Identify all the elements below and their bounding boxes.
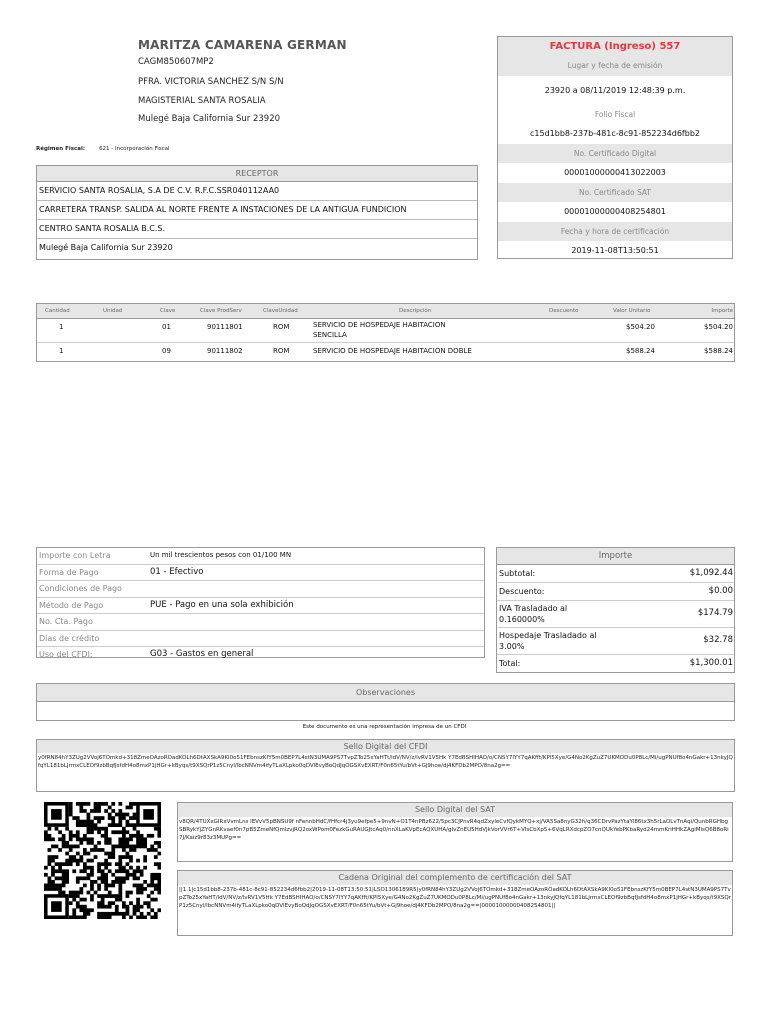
sello-sat-header: Sello Digital del SAT — [178, 803, 732, 817]
row2-descripcion-1: SERVICIO DE HOSPEDAJE HABITACION DOBLE — [313, 347, 472, 355]
forma-pago-value: 01 - Efectivo — [150, 566, 204, 577]
row2-prodserv: 90111802 — [207, 347, 243, 355]
row2-clave: 09 — [162, 347, 171, 355]
forma-pago-label: Forma de Pago — [39, 567, 99, 577]
importe-letra-value: Un mil trescientos pesos con 01/100 MN — [150, 551, 292, 559]
row2-clave-unidad: ROM — [273, 347, 290, 355]
iva-label-2: 0.160000% — [499, 615, 545, 624]
sello-sat-text: v8QR/4TUXxGIRxVvmLns lEVvV5pBNSU9f nFennbHdC/fHfcr4j3yu9efpe5+9nvN+O1T4nPBz622/5pc3CJPnvR4qdZxyleCvfQykMYQ+xj/VA5Sa8nyG32h/q36CDrvPazYtaYl86tx3h5rLaOLvTnAqi/QunbRGHbgSBRykYjZYGnRKvaef0n7pB5ZmeNfQmlzvjRQ2oxWPom0FezkGuRAUGJtcAq0/nnXLaKVpEcAQXUHA/gIvZnEU5HdVJkVorVVr6T+VIsCbXp5+6VqLRXdcpZO7cnQUkYebPKbaRyd24mmKriHHkZAgiMlsQ6B8oRi7J/Kaiz9r83z3MUPg== — [179, 819, 729, 841]
hospedaje-value: $32.78 — [703, 635, 733, 645]
row1-prodserv: 90111801 — [207, 323, 243, 331]
iva-label — [499, 603, 567, 625]
row2-valor-unitario: $588.24 — [626, 347, 655, 355]
subtotal-value: $1,092.44 — [689, 568, 733, 578]
sello-cfdi-text: y0fRN84hY3ZUg2VVoj6TOmkd+318ZmeOAzoROadKOLh6DtAXSkA9KI0o51FEbnszKfY5m0BEP7L4stN3UMA9PS7TvpZTo25xYaHTt/ldV/NV/z/lvRV1V5Hk Y7EdBSHIHAO/o/CNSY7IYY7qAKfft/KPl5Xye/G4No2KgZuZ7UKMODu0P8Lc/Mi/ugPNUf8o4nGakr+13nkyJQfqYL181bLJrmxCLEOf9zbBqfJsfdH4o8mxP1jHGr+kByqs/t9XSQrP1z5Cnyl/lbcNNVm4ifyTLaXLpko0qDVlEvyBoQdJqOGSXvEXRT/F0n65tYu/bVt+Gj9hoe/dj4KFDb2MPO/8na2g== — [38, 755, 733, 769]
col-clave: Clave — [160, 308, 176, 314]
receptor-line-3: CENTRO SANTA ROSALIA B.C.S. — [37, 220, 477, 239]
qr-finder-pattern — [44, 802, 69, 827]
cadena-original-box — [177, 870, 733, 936]
fecha-certificacion-value: 2019-11-08T13:50:51 — [571, 246, 659, 255]
sello-cfdi-header: Sello Digital del CFDI — [37, 740, 734, 753]
folio-fiscal-value: c15d1bb8-237b-481c-8c91-852234d6fbb2 — [530, 129, 700, 138]
items-table — [36, 303, 735, 362]
total-label: Total: — [499, 659, 521, 668]
qr-finder-pattern — [44, 894, 69, 919]
row2-cantidad: 1 — [59, 347, 64, 355]
regimen-value: 621 - Incorporación Fiscal — [99, 146, 170, 152]
importe-header: Importe — [497, 548, 734, 565]
receptor-line-1: SERVICIO SANTA ROSALIA, S.A DE C.V. R.F.C.SSR040112AA0 — [37, 182, 477, 201]
subtotal-label: Subtotal: — [499, 569, 536, 578]
hospedaje-row — [497, 628, 734, 655]
qr-code — [44, 802, 161, 919]
certificado-digital-value: 00001000000413022003 — [564, 168, 666, 177]
row1-clave: 01 — [162, 323, 171, 331]
payment-info-box — [36, 547, 485, 658]
uso-cfdi-row — [37, 647, 484, 663]
issuer-rfc: CAGM850607MP2 — [138, 57, 214, 67]
issuer-address-line-2: MAGISTERIAL SANTA ROSALIA — [138, 96, 266, 106]
cuenta-pago-row — [37, 614, 484, 631]
observaciones-header: Observaciones — [37, 684, 734, 702]
descuento-value: $0.00 — [708, 586, 733, 596]
cadena-original-header: Cadena Original del complemento de certificación del SAT — [178, 871, 732, 885]
cuenta-pago-label: No. Cta. Pago — [39, 617, 93, 626]
fecha-certificacion-label: Fecha y hora de certificación — [498, 222, 732, 242]
row1-cantidad: 1 — [59, 323, 64, 331]
folio-fiscal-label: Folio Fiscal — [498, 105, 732, 125]
hospedaje-label — [499, 630, 597, 652]
importe-box — [496, 547, 735, 673]
lugar-fecha-value: 23920 a 08/11/2019 12:48:39 p.m. — [544, 85, 686, 95]
col-valor-unitario: Valor Unitario — [613, 308, 651, 314]
metodo-pago-label: Método de Pago — [39, 600, 104, 610]
uso-cfdi-value: G03 - Gastos en general — [150, 649, 254, 659]
issuer-address-line-3: Mulegé Baja California Sur 23920 — [138, 114, 281, 124]
col-descuento: Descuento — [549, 308, 579, 314]
forma-pago-row — [37, 565, 484, 582]
cfdi-note: Este documento es una representación impresa de un CFDI — [302, 724, 467, 730]
sello-sat-box — [177, 802, 733, 862]
certificado-sat-value: 00001000000408254801 — [564, 207, 666, 216]
qr-code-graphic — [44, 802, 161, 919]
certificado-sat-label: No. Certificado SAT — [498, 183, 732, 203]
col-descripcion: Descripción — [399, 308, 432, 314]
importe-letra-label: Importe con Letra — [39, 551, 111, 560]
col-unidad: Unidad — [103, 308, 123, 314]
importe-letra-row — [37, 548, 484, 565]
items-row-divider — [37, 342, 734, 343]
issuer-name: MARITZA CAMARENA GERMAN — [138, 38, 347, 52]
col-importe: Importe — [711, 308, 733, 314]
iva-value: $174.79 — [697, 608, 733, 618]
condiciones-pago-row — [37, 581, 484, 598]
row1-importe: $504.20 — [704, 323, 733, 331]
col-clave-unidad: ClaveUnidad — [263, 308, 298, 314]
observaciones-box — [36, 683, 735, 721]
row1-valor-unitario: $504.20 — [626, 323, 655, 331]
lugar-fecha-label: Lugar y fecha de emisión — [498, 56, 732, 76]
condiciones-pago-label: Condiciones de Pago — [39, 584, 122, 593]
descuento-row — [497, 583, 734, 601]
col-cantidad: Cantidad — [45, 308, 70, 314]
metodo-pago-value: PUE - Pago en una sola exhibición — [150, 599, 294, 610]
row1-clave-unidad: ROM — [273, 323, 290, 331]
row1-descripcion-1: SERVICIO DE HOSPEDAJE HABITACION — [313, 321, 446, 329]
invoice-info-box — [497, 36, 733, 259]
issuer-address-line-1: PFRA. VICTORIA SANCHEZ S/N S/N — [138, 77, 284, 87]
receptor-box — [36, 165, 478, 260]
subtotal-row — [497, 565, 734, 583]
descuento-label: Descuento: — [499, 587, 545, 596]
dias-credito-row — [37, 631, 484, 648]
iva-row — [497, 601, 734, 628]
cadena-original-text: ||1.1|c15d1bb8-237b-481c-8c91-852234d6fbb2|2019-11-08T13:50:51|LSO1306189R5|y0fRN84hY3ZUg2VVoj6TOmkd+318ZmeOAzoROadKOLh6DtAXSkA9KI0o51FEbnszKfY5m0BEP7L4stN3UMA9PS7TvpZTo25xYaHT/ldV/NV/z/lvRV1V5Hk Y7EdBSHIHAO/o/CNSY7IYY7qAKfft/KPl5Xye/G4No2KgZuZ7UKMODu0P8Lc/Mi/ugPNUf8o4nGakr+13nkyJQfqYL181bLJrmxCLEOf9zbBqfJsfdH4o8mxP1jHGr+kByqs/t9XSQrP1z5Cnyl/lbcNNVm4ifyTLaXLpko0qDVlEvyBoQdJqOGSXvEXRT/F0n65tYu/bVt+Gj9hoe/dj4KFDb2MPO/8na2g==|00001000000408254801|| — [179, 887, 731, 909]
receptor-header: RECEPTOR — [37, 166, 477, 182]
qr-finder-pattern — [136, 802, 161, 827]
sello-cfdi-box — [36, 739, 735, 792]
iva-label-1: IVA Trasladado al — [499, 604, 568, 613]
certificado-digital-label: No. Certificado Digital — [498, 144, 732, 164]
dias-credito-label: Días de crédito — [39, 633, 100, 643]
total-value: $1,300.01 — [689, 658, 733, 668]
receptor-line-4: Mulegé Baja California Sur 23920 — [39, 243, 173, 252]
regimen-fiscal — [36, 146, 170, 152]
row1-descripcion-2: SENCILLA — [313, 331, 347, 339]
row2-importe: $588.24 — [704, 347, 733, 355]
invoice-title: FACTURA (Ingreso) 557 — [498, 37, 732, 56]
hospedaje-label-1: Hospedaje Trasladado al — [499, 631, 597, 640]
metodo-pago-row — [37, 598, 484, 615]
regimen-label: Régimen Fiscal: — [36, 146, 86, 152]
hospedaje-label-2: 3.00% — [499, 642, 525, 651]
receptor-line-2: CARRETERA TRANSP. SALIDA AL NORTE FRENTE A INSTACIONES DE LA ANTIGUA FUNDICION — [37, 201, 477, 220]
total-row — [497, 655, 734, 673]
uso-cfdi-label: Uso del CFDI: — [39, 650, 93, 659]
col-clave-prodserv: Clave ProdServ — [200, 308, 242, 314]
